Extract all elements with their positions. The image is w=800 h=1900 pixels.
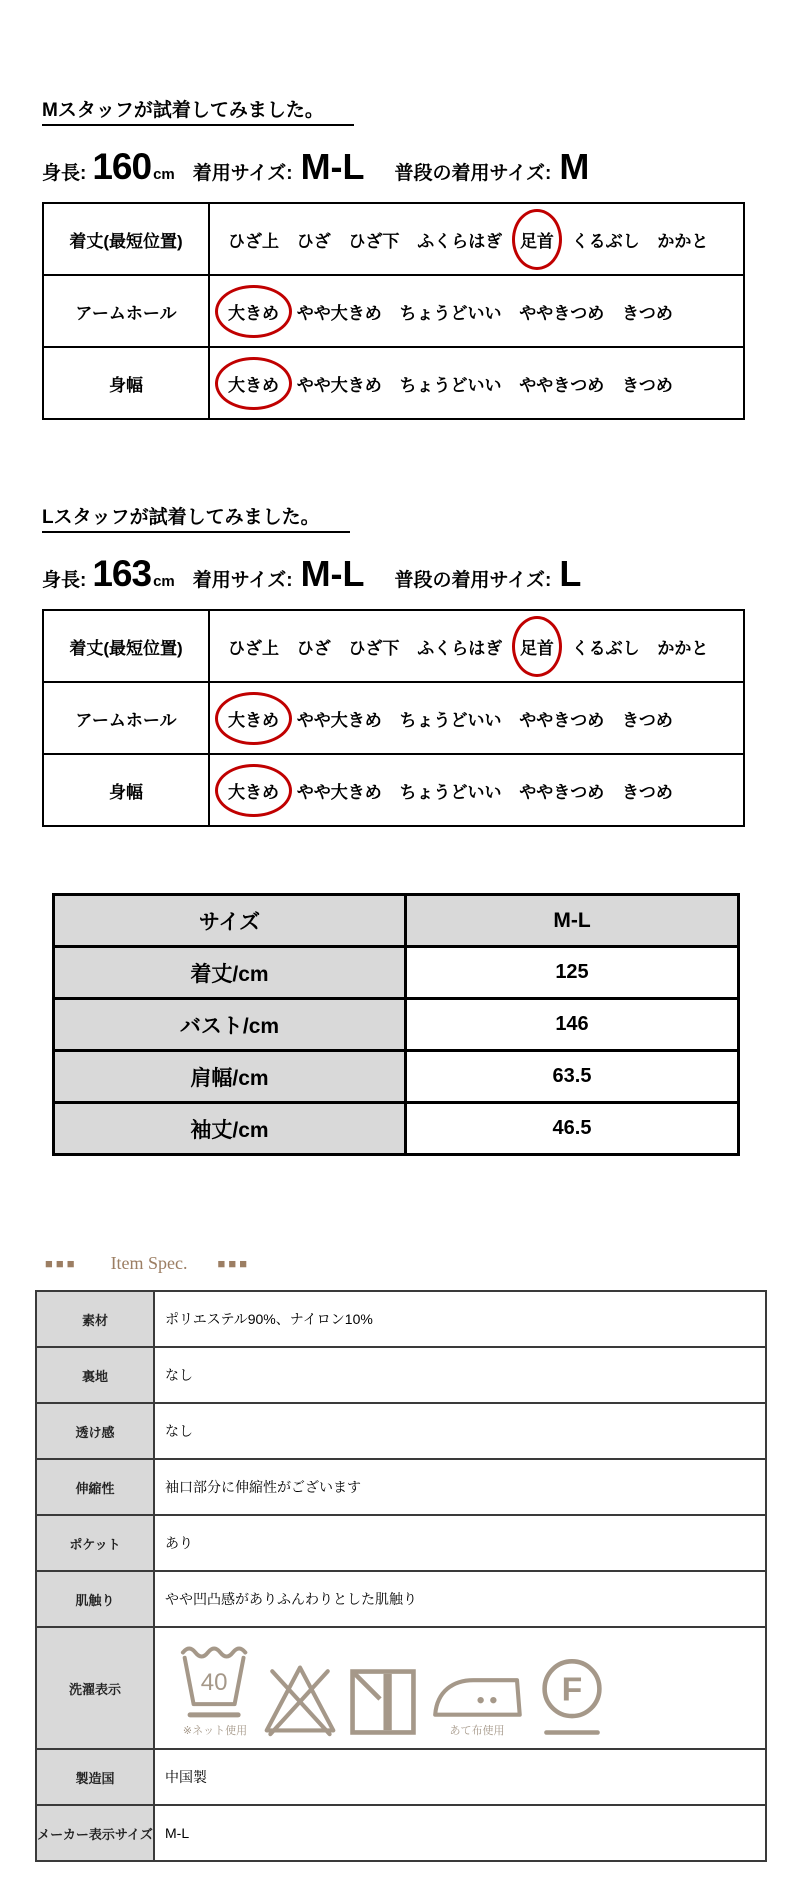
- spec-row-value: M-L: [154, 1805, 766, 1861]
- fit-option: かかと: [657, 638, 709, 658]
- fit-option: くるぶし: [571, 638, 640, 658]
- table-row: [54, 1103, 739, 1155]
- iron-item: [429, 1662, 525, 1738]
- fit-option: ひざ: [296, 231, 331, 251]
- fit-option: ややきつめ: [519, 375, 605, 395]
- height-label: 身長:: [42, 570, 87, 591]
- circled-option: 足首: [520, 227, 554, 252]
- spec-row-value: なし: [154, 1347, 766, 1403]
- fit-table: [42, 202, 745, 420]
- circled-option: 大きめ: [228, 778, 279, 803]
- size-row-value: 125: [406, 947, 739, 999]
- fit-option: くるぶし: [571, 231, 640, 251]
- fit-row-label: アームホール: [43, 275, 209, 347]
- fit-option: きつめ: [621, 782, 673, 802]
- fit-row-options: [209, 754, 744, 826]
- wear-size-value: M-L: [300, 146, 365, 187]
- fit-option: やや大きめ: [296, 710, 382, 730]
- usual-size-label: 普段の着用サイズ:: [394, 163, 552, 184]
- iron-caption: あて布使用: [449, 1725, 505, 1737]
- circled-option: 足首: [520, 634, 554, 659]
- fit-option: ややきつめ: [519, 782, 605, 802]
- fit-option: ちょうどいい: [399, 375, 502, 395]
- fit-section-heading: Lスタッフが試着してみました。: [42, 502, 350, 533]
- fit-row-label: アームホール: [43, 682, 209, 754]
- fit-option: ちょうどいい: [399, 303, 502, 323]
- spec-row-value: あり: [154, 1515, 766, 1571]
- fit-option: ちょうどいい: [399, 782, 502, 802]
- fit-row-options: [209, 203, 744, 275]
- size-row-value: 146: [406, 999, 739, 1051]
- shade-dry-item: [347, 1666, 419, 1738]
- usual-size-label: 普段の着用サイズ:: [394, 570, 552, 591]
- spec-row-label: 製造国: [36, 1749, 154, 1805]
- fit-option: ちょうどいい: [399, 710, 502, 730]
- table-row: [54, 895, 739, 947]
- decor-squares-icon: ■■■: [45, 1256, 78, 1271]
- circled-option: 大きめ: [228, 371, 279, 396]
- laundry-symbols: [165, 1636, 755, 1740]
- fit-option: ややきつめ: [519, 303, 605, 323]
- table-row: [36, 1347, 766, 1403]
- circled-option: 大きめ: [228, 706, 279, 731]
- table-row: [36, 1515, 766, 1571]
- size-row-label: 袖丈/cm: [54, 1103, 406, 1155]
- decor-squares-icon: ■■■: [217, 1256, 251, 1271]
- spec-row-label: 透け感: [36, 1403, 154, 1459]
- svg-text:40: 40: [200, 1668, 228, 1696]
- fit-row-options: [209, 275, 744, 347]
- fit-row-label: 身幅: [43, 754, 209, 826]
- fit-info-line: [42, 146, 800, 188]
- size-row-value: 46.5: [406, 1103, 739, 1155]
- table-row: [36, 1627, 766, 1749]
- dry-clean-item: [535, 1654, 609, 1738]
- table-row: [36, 1805, 766, 1861]
- fit-option: やや大きめ: [296, 782, 382, 802]
- wear-size-value: M-L: [300, 553, 365, 594]
- table-row: [54, 1051, 739, 1103]
- size-table-header-size: サイズ: [54, 895, 406, 947]
- table-row: [36, 1749, 766, 1805]
- svg-text:F: F: [561, 1670, 583, 1709]
- spec-row-value: 中国製: [154, 1749, 766, 1805]
- table-row: [54, 999, 739, 1051]
- table-row: [43, 275, 744, 347]
- circled-option: 大きめ: [228, 299, 279, 324]
- height-value: 160: [92, 146, 152, 187]
- table-row: [36, 1459, 766, 1515]
- table-row: [36, 1291, 766, 1347]
- fit-option: ひざ下: [348, 638, 400, 658]
- fit-section-m: [42, 95, 800, 420]
- spec-row-label: 肌触り: [36, 1571, 154, 1627]
- fit-option: きつめ: [621, 303, 673, 323]
- fit-option: ひざ: [296, 638, 331, 658]
- spec-row-value: ポリエステル90%、ナイロン10%: [154, 1291, 766, 1347]
- size-table: [52, 893, 740, 1156]
- fit-option: かかと: [657, 231, 709, 251]
- item-spec-title: Item Spec.: [110, 1253, 188, 1273]
- height-unit: cm: [153, 573, 175, 590]
- spec-row-value: なし: [154, 1403, 766, 1459]
- no-bleach-item: [263, 1660, 337, 1738]
- fit-option: ふくらはぎ: [417, 638, 503, 658]
- wear-size-label: 着用サイズ:: [192, 570, 293, 591]
- spec-row-label: メーカー表示サイズ: [36, 1805, 154, 1861]
- iron-icon: [429, 1662, 525, 1722]
- table-row: [43, 203, 744, 275]
- size-row-label: バスト/cm: [54, 999, 406, 1051]
- fit-option: やや大きめ: [296, 303, 382, 323]
- height-unit: cm: [153, 166, 175, 183]
- fit-row-options: [209, 610, 744, 682]
- fit-info-line: [42, 553, 800, 595]
- spec-row-label: ポケット: [36, 1515, 154, 1571]
- fit-option: きつめ: [621, 710, 673, 730]
- fit-row-options: [209, 347, 744, 419]
- fit-option: ややきつめ: [519, 710, 605, 730]
- fit-row-label: 着丈(最短位置): [43, 610, 209, 682]
- size-row-label: 肩幅/cm: [54, 1051, 406, 1103]
- fit-section-l: [42, 502, 800, 827]
- laundry-symbols-cell: [154, 1627, 766, 1749]
- size-row-value: 63.5: [406, 1051, 739, 1103]
- table-row: [43, 754, 744, 826]
- table-row: [43, 610, 744, 682]
- usual-size-value: L: [559, 553, 582, 594]
- fit-table: [42, 609, 745, 827]
- spec-row-label: 素材: [36, 1291, 154, 1347]
- wash-caption: ※ネット使用: [182, 1725, 248, 1737]
- item-spec-header: [45, 1253, 800, 1274]
- no-bleach-icon: [263, 1660, 337, 1738]
- spec-row-label: 伸縮性: [36, 1459, 154, 1515]
- size-table-header-ml: M-L: [406, 895, 739, 947]
- wash-40-icon: [177, 1640, 253, 1722]
- fit-row-options: [209, 682, 744, 754]
- spec-row-value: 袖口部分に伸縮性がございます: [154, 1459, 766, 1515]
- height-value: 163: [92, 553, 152, 594]
- table-row: [36, 1571, 766, 1627]
- fit-row-label: 身幅: [43, 347, 209, 419]
- usual-size-value: M: [559, 146, 590, 187]
- table-row: [43, 682, 744, 754]
- wear-size-label: 着用サイズ:: [192, 163, 293, 184]
- fit-option: ひざ上: [228, 231, 279, 251]
- fit-row-label: 着丈(最短位置): [43, 203, 209, 275]
- fit-option: やや大きめ: [296, 375, 382, 395]
- dry-clean-f-icon: [535, 1654, 609, 1738]
- shade-dry-icon: [347, 1666, 419, 1738]
- height-label: 身長:: [42, 163, 87, 184]
- table-row: [43, 347, 744, 419]
- fit-option: ひざ下: [348, 231, 400, 251]
- spec-row-value: やや凹凸感がありふんわりとした肌触り: [154, 1571, 766, 1627]
- fit-section-heading: Mスタッフが試着してみました。: [42, 95, 354, 126]
- table-row: [54, 947, 739, 999]
- spec-row-label: 裏地: [36, 1347, 154, 1403]
- spec-table: [35, 1290, 767, 1862]
- size-row-label: 着丈/cm: [54, 947, 406, 999]
- wash-40-item: [177, 1640, 253, 1738]
- fit-option: きつめ: [621, 375, 673, 395]
- table-row: [36, 1403, 766, 1459]
- spec-row-label: 洗濯表示: [36, 1627, 154, 1749]
- fit-option: ひざ上: [228, 638, 279, 658]
- fit-option: ふくらはぎ: [417, 231, 503, 251]
